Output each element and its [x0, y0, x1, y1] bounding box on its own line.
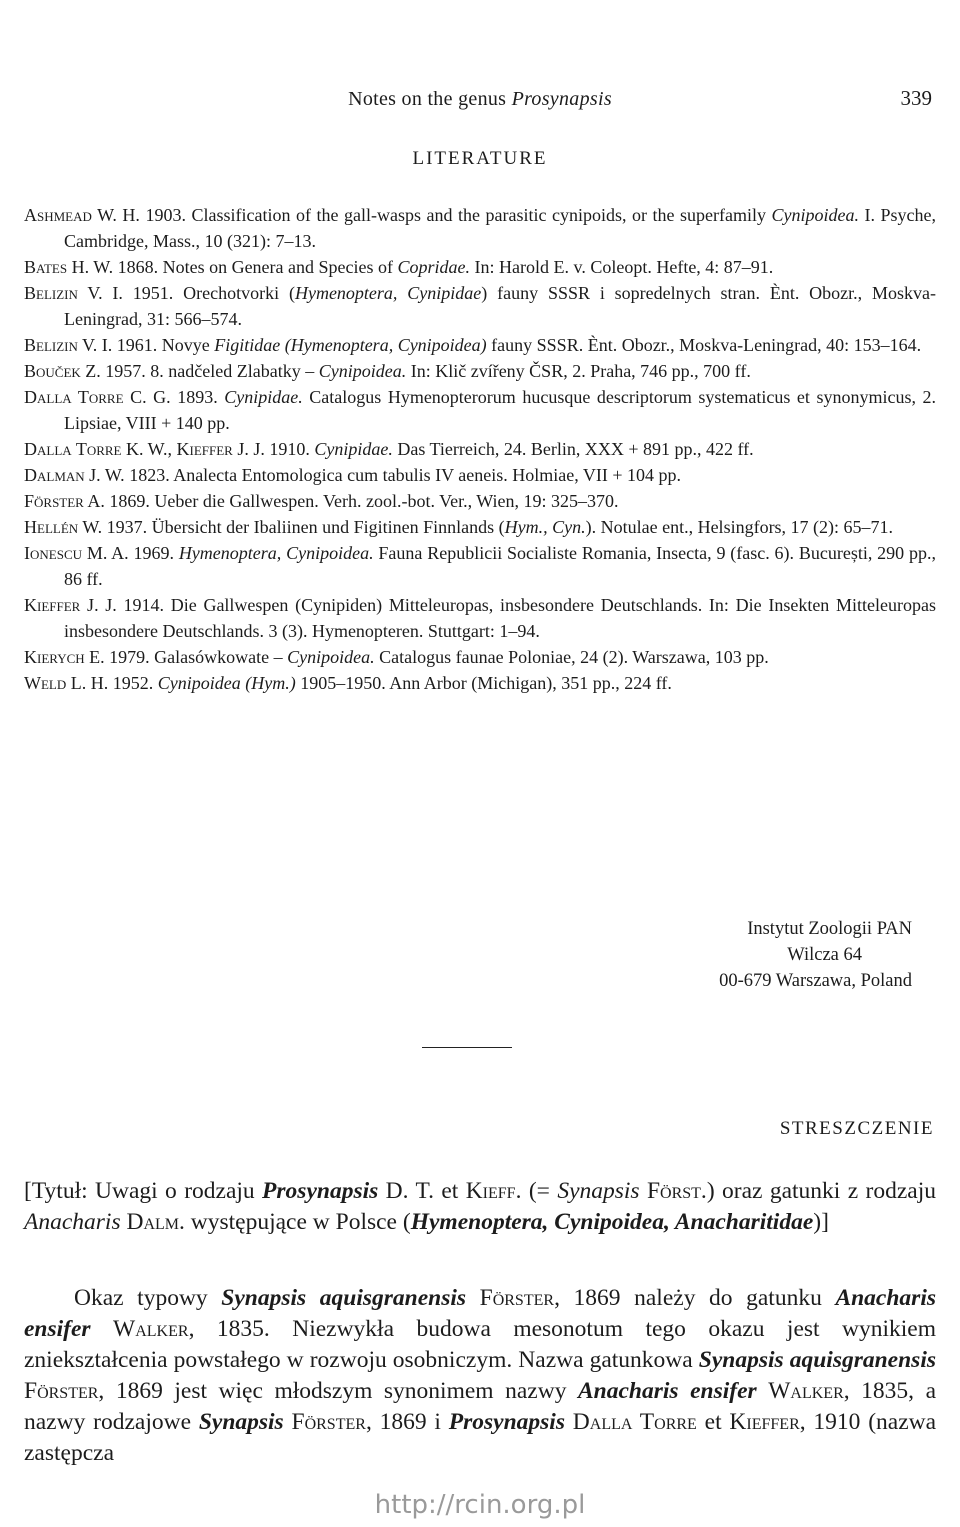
reference-author: Bates H. W. [24, 257, 114, 277]
section-divider [422, 1047, 512, 1048]
reference-text: 1957. 8. nadčeled Zlabatky – [105, 361, 315, 381]
reference-text: 1903. Classification of the gall-wasps and the parasitic cynipoids, or the superfamily [145, 205, 766, 225]
reference-author: Belizin V. I. [24, 283, 123, 303]
reference-entry [24, 384, 936, 436]
reference-text: ). Notulae ent., Helsingfors, 17 (2): 65–71. [585, 517, 894, 537]
address-institution: Instytut Zoologii PAN [747, 919, 912, 939]
summary-text: Synapsis aquisgranensis [221, 1285, 467, 1311]
reference-entry [24, 540, 936, 592]
summary-text: Walker [768, 1378, 844, 1404]
title-part: Hymenoptera, Cynipoidea, Anacharitidae [410, 1209, 814, 1235]
reference-entry [24, 332, 936, 358]
title-part: )] [813, 1209, 829, 1235]
summary-text: Kieffer [729, 1409, 800, 1435]
title-part: Synapsis [557, 1178, 640, 1204]
reference-italic: Copridae. [397, 257, 471, 277]
reference-entry [24, 644, 936, 670]
summary-text: Förster [24, 1378, 99, 1404]
summary-text: , 1869 jest więc młodszym synonimem nazwy [98, 1378, 567, 1404]
reference-entry [24, 202, 936, 254]
summary-text: , 1869 należy do gatunku [554, 1285, 822, 1311]
page-number: 339 [900, 86, 932, 110]
reference-entry [24, 436, 936, 462]
reference-italic: Cynipoidea (Hym.) [157, 673, 296, 693]
reference-author: Ashmead W. H. [24, 205, 140, 225]
title-part: (= [528, 1178, 550, 1204]
reference-author: Förster A. [24, 491, 105, 511]
summary-text: Prosynapsis [448, 1409, 565, 1435]
reference-text: 1893. [177, 387, 218, 407]
reference-text: 1961. Novye [116, 335, 210, 355]
reference-text: I. Psyche, Cambridge, Mass., 10 (321): 7–13. [64, 205, 937, 251]
reference-text: 1905–1950. Ann Arbor (Michigan), 351 pp., 224 ff. [300, 673, 672, 693]
reference-text: Catalogus faunae Poloniae, 24 (2). Warszawa, 103 pp. [379, 647, 769, 667]
reference-author: Weld L. H. [24, 673, 109, 693]
reference-entry [24, 462, 936, 488]
reference-text: 1914. Die Gallwespen (Cynipiden) Mitteleuropas, insbesondere Deutschlands. In: Die Insekten Mitteleuropas insbesondere Deutschlands. 3 (3). Hymenopteren. Stuttgart: 1–94. [64, 595, 937, 641]
summary-text: Förster [291, 1409, 366, 1435]
reference-entry [24, 488, 936, 514]
summary-text: , 1869 i [365, 1409, 441, 1435]
reference-text: ) fauny SSSR i sopredelnych stran. Ènt. Obozr., Moskva-Leningrad, 31: 566–574. [64, 283, 937, 329]
summary-text: , 1910 (nazwa zastępcza [24, 1409, 937, 1466]
reference-italic: Figitidae (Hymenoptera, Cynipoidea) [214, 335, 487, 355]
reference-entry [24, 514, 936, 540]
watermark-url: http://rcin.org.pl [374, 1490, 586, 1520]
literature-heading: LITERATURE [412, 148, 548, 169]
summary-paragraph [24, 1283, 936, 1469]
streszczenie-heading: STRESZCZENIE [779, 1118, 934, 1139]
summary-text: Anacharis ensifer [24, 1285, 937, 1342]
reference-text: 1979. Galasówkowate – [109, 647, 283, 667]
reference-author: Kierych E. [24, 647, 105, 667]
reference-italic: Hymenoptera, Cynipidae [294, 283, 482, 303]
summary-text: Synapsis [198, 1409, 284, 1435]
summary-text: et [704, 1409, 722, 1435]
reference-italic: Cynipidae. [224, 387, 303, 407]
reference-entry [24, 592, 936, 644]
summary-text: Dalla Torre [572, 1409, 697, 1435]
reference-entry [24, 254, 936, 280]
summary-text: Okaz typowy [74, 1285, 208, 1311]
reference-author: Belizin V. I. [24, 335, 113, 355]
author-address [612, 916, 912, 994]
reference-author: Dalman J. W. [24, 465, 125, 485]
polish-title [24, 1176, 936, 1238]
reference-text: fauny SSSR. Ènt. Obozr., Moskva-Leningrad, 40: 153–164. [491, 335, 922, 355]
reference-text: 1910. [269, 439, 310, 459]
title-part: Dalm. [126, 1209, 185, 1235]
reference-text: 1868. Notes on Genera and Species of [117, 257, 394, 277]
summary-text: Förster [479, 1285, 555, 1311]
reference-text: 1969. [133, 543, 174, 563]
reference-text: 1952. [112, 673, 154, 693]
title-part: ) oraz gatunki z rodzaju [706, 1178, 937, 1204]
reference-italic: Cynipoidea. [287, 647, 375, 667]
summary-text: Synapsis aquisgranensis [698, 1347, 936, 1373]
summary-text: Walker [113, 1316, 189, 1342]
reference-text: In: Harold E. v. Coleopt. Hefte, 4: 87–91. [474, 257, 774, 277]
reference-text: Catalogus Hymenopterorum hucusque descriptorum systematicus et synonymicus, 2. Lipsiae, VIII + 140 pp. [64, 387, 936, 433]
address-street: Wilcza 64 [787, 945, 862, 965]
reference-text: 1823. Analecta Entomologica cum tabulis IV aeneis. Holmiae, VII + 104 pp. [129, 465, 682, 485]
reference-text: 1937. Übersicht der Ibaliinen und Figitinen Finnlands ( [106, 517, 505, 537]
reference-author: Dalla Torre C. G. [24, 387, 171, 407]
reference-text: 1869. Ueber die Gallwespen. Verh. zool.-bot. Ver., Wien, 19: 325–370. [109, 491, 619, 511]
reference-entry [24, 670, 936, 696]
reference-italic: Hym., Cyn. [504, 517, 586, 537]
reference-entry [24, 280, 936, 332]
title-part: występujące w Polsce ( [190, 1209, 411, 1235]
reference-author: Hellén W. [24, 517, 103, 537]
title-part: Prosynapsis [262, 1178, 379, 1204]
reference-italic: Cynipidae. [314, 439, 393, 459]
title-part: Anacharis [24, 1209, 121, 1235]
title-part: Kieff. [465, 1178, 522, 1204]
reference-author: Dalla Torre K. W., Kieffer J. J. [24, 439, 265, 459]
summary-text: Anacharis ensifer [578, 1378, 757, 1404]
reference-entry [24, 358, 936, 384]
reference-text: Das Tierreich, 24. Berlin, XXX + 891 pp., 422 ff. [397, 439, 754, 459]
reference-italic: Cynipoidea. [771, 205, 859, 225]
reference-author: Kieffer J. J. [24, 595, 117, 615]
reference-italic: Hymenoptera, Cynipoidea. [178, 543, 374, 563]
reference-list [24, 202, 936, 696]
reference-author: Bouček Z. [24, 361, 101, 381]
reference-text: In: Klič zvířeny ČSR, 2. Praha, 746 pp., 700 ff. [410, 361, 751, 381]
title-part: D. T. et [385, 1178, 459, 1204]
summary-text: , 1835, a nazwy rodzajowe [24, 1378, 937, 1435]
running-title-genus: Prosynapsis [511, 88, 612, 110]
reference-text: 1951. Orechotvorki ( [132, 283, 295, 303]
title-part: [Tytuł: Uwagi o rodzaju [24, 1178, 255, 1204]
reference-text: Fauna Republicii Socialiste Romania, Insecta, 9 (fasc. 6). București, 290 pp., 86 ff. [64, 543, 937, 589]
running-header [0, 88, 960, 111]
address-city: 00-679 Warszawa, Poland [719, 971, 912, 991]
title-part: Först. [646, 1178, 707, 1204]
reference-author: Ionescu M. A. [24, 543, 129, 563]
running-title-prefix: Notes on the genus [348, 88, 507, 110]
reference-italic: Cynipoidea. [318, 361, 407, 381]
summary-text: , 1835. Niezwykła budowa mesonotum tego okazu jest wynikiem zniekształcenia powstałego w rozwoju osobniczym. Nazwa gatunkowa [24, 1316, 936, 1373]
